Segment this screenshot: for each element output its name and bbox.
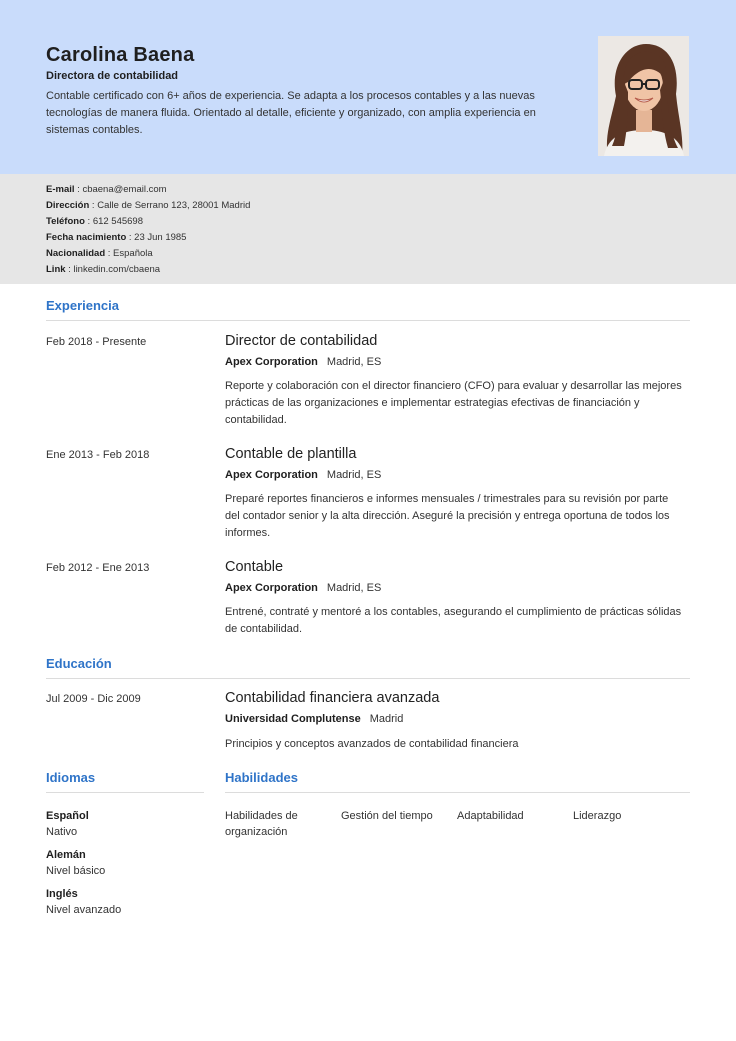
education-title: Contabilidad financiera avanzada [225, 690, 440, 706]
languages-heading: Idiomas [46, 770, 96, 785]
skill-item: Adaptabilidad [457, 810, 524, 822]
experience-divider [46, 320, 690, 321]
experience-description: Entrené, contraté y mentoré a los contables, asegurando el cumplimiento de prácticas sólidas de contabilidad. [225, 606, 682, 635]
profile-photo [598, 36, 689, 156]
education-org: Universidad Complutense Madrid [225, 713, 404, 725]
contact-email: E-mail : cbaena@email.com [46, 184, 167, 195]
education-description: Principios y conceptos avanzados de contabilidad financiera [225, 738, 519, 750]
experience-title: Director de contabilidad [225, 333, 378, 349]
experience-org: Apex Corporation Madrid, ES [225, 582, 382, 594]
contact-panel [0, 174, 736, 284]
experience-description: Reporte y colaboración con el director financiero (CFO) para evaluar y desarrollar las mejores prácticas de las organizaciones e implementar estrategias efectivas de financiación y contabilidad. [225, 380, 682, 426]
contact-birthdate: Fecha nacimiento : 23 Jun 1985 [46, 232, 187, 243]
header-banner [0, 0, 736, 174]
education-heading: Educación [46, 656, 112, 671]
skills-heading: Habilidades [225, 770, 298, 785]
experience-heading: Experiencia [46, 298, 119, 313]
education-date: Jul 2009 - Dic 2009 [46, 693, 141, 705]
contact-address: Dirección : Calle de Serrano 123, 28001 Madrid [46, 200, 251, 211]
language-item: Español Nativo [46, 810, 89, 838]
language-item: Inglés Nivel avanzado [46, 888, 122, 916]
experience-title: Contable [225, 559, 284, 575]
skills-divider [225, 792, 690, 793]
experience-org: Apex Corporation Madrid, ES [225, 469, 382, 481]
profile-photo-icon [598, 36, 689, 156]
experience-title: Contable de plantilla [225, 446, 357, 462]
language-item: Alemán Nivel básico [46, 849, 106, 877]
profile-summary: Contable certificado con 6+ años de experiencia. Se adapta a los procesos contables y a las nuevas tecnologías de manera fluida. Orientado al detalle, eficiente y organizado, con amplia experiencia en sistemas contables. [46, 90, 536, 136]
skill-item: Liderazgo [573, 810, 622, 822]
experience-date: Feb 2018 - Presente [46, 336, 147, 348]
experience-date: Ene 2013 - Feb 2018 [46, 449, 150, 461]
contact-link: Link : linkedin.com/cbaena [46, 264, 161, 275]
skill-item: Gestión del tiempo [341, 810, 433, 822]
candidate-name: Carolina Baena [46, 44, 195, 66]
languages-divider [46, 792, 204, 793]
contact-phone: Teléfono : 612 545698 [46, 216, 144, 227]
candidate-role: Directora de contabilidad [46, 70, 179, 82]
skill-item: Habilidades de organización [225, 810, 298, 838]
experience-description: Preparé reportes financieros e informes mensuales / trimestrales para su revisión por parte del contador senior y la alta dirección. Aseguré la precisión y entrega oportuna de todos los informes. [225, 493, 670, 539]
contact-list [46, 182, 250, 278]
education-divider [46, 678, 690, 679]
contact-nationality: Nacionalidad : Española [46, 248, 153, 259]
experience-date: Feb 2012 - Ene 2013 [46, 562, 150, 574]
experience-org: Apex Corporation Madrid, ES [225, 356, 382, 368]
